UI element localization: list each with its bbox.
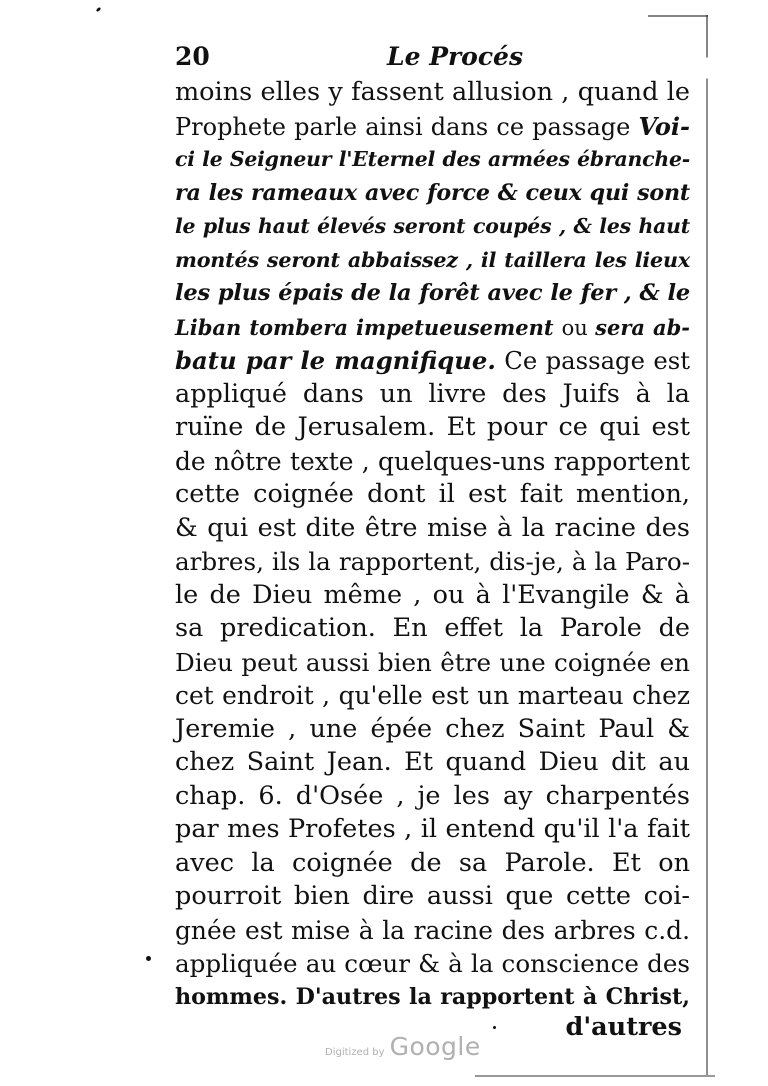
text-line	[175, 110, 690, 144]
text-segment: arbres, ils la rapportent, dis-je, à la Paro-	[175, 547, 690, 576]
text-segment: par mes Profetes , il entend qu'il l'a fait	[175, 814, 690, 844]
text-line	[175, 880, 690, 914]
text-segment: ruïne de Jerusalem. Et pour ce qui est	[175, 412, 690, 442]
text-line	[175, 143, 690, 177]
digitized-watermark	[325, 1032, 481, 1061]
text-line	[175, 947, 690, 981]
text-line	[175, 847, 690, 881]
text-line	[175, 512, 690, 546]
text-segment: pourroit bien dire aussi que cette coi-	[175, 881, 690, 911]
text-line	[175, 713, 690, 747]
ink-speck	[146, 956, 151, 961]
text-segment: le de Dieu même , ou à l'Evangile & à	[175, 579, 690, 610]
text-segment: chez Saint Jean. Et quand Dieu dit au	[175, 747, 690, 777]
page-number: 20	[175, 42, 210, 71]
text-line	[175, 344, 690, 378]
text-line	[175, 277, 690, 311]
text-segment: gnée est mise à la racine des arbres c.d.	[175, 915, 690, 945]
text-segment: hommes. D'autres la rapportent à Christ,	[175, 983, 690, 1010]
page-edge-rule-bottom	[475, 1075, 715, 1077]
text-line	[175, 813, 690, 847]
text-line	[175, 76, 690, 110]
text-segment: appliquée au cœur & à la conscience des	[175, 949, 690, 978]
italic-text-segment: batu par le magnifique.	[175, 346, 496, 375]
text-line	[175, 411, 690, 445]
text-line	[175, 311, 690, 345]
text-line	[175, 378, 690, 412]
ink-speck	[493, 1026, 496, 1029]
text-line	[175, 177, 690, 211]
text-segment: Prophete parle ainsi dans ce passage	[175, 112, 639, 141]
italic-text-segment: sera ab-	[595, 314, 691, 340]
text-line	[175, 210, 690, 244]
text-segment: Jeremie , une épée chez Saint Paul &	[175, 713, 690, 744]
google-logo: Google	[389, 1032, 481, 1061]
text-segment: cette coignée dont il est fait mention,	[175, 479, 690, 509]
text-line	[175, 914, 690, 948]
text-line	[175, 579, 690, 613]
running-title: Le Procés	[387, 42, 524, 71]
text-segment: ou	[561, 315, 596, 340]
italic-text-segment: Voi-	[638, 111, 690, 141]
text-line	[175, 612, 690, 646]
text-line	[175, 746, 690, 780]
text-segment: Dieu peut aussi bien être une coignée en	[175, 647, 690, 677]
text-segment: de nôtre texte , quelques-uns rapportent	[175, 446, 690, 476]
page-edge-rule-right	[706, 15, 708, 1075]
text-segment: & qui est dite être mise à la racine des	[175, 512, 690, 543]
page-edge-rule-top	[648, 15, 708, 17]
body-text	[175, 76, 690, 1014]
text-line	[175, 981, 690, 1015]
page-header	[175, 42, 685, 76]
text-line	[175, 445, 690, 479]
text-segment: moins elles y fassent allusion , quand le	[175, 77, 690, 107]
text-line	[175, 646, 690, 680]
text-line	[175, 545, 690, 579]
italic-text-segment: montés seront abbaissez , il taillera les lieux	[175, 247, 690, 272]
italic-text-segment: ra les rameaux avec force & ceux qui sont	[175, 179, 690, 206]
italic-text-segment: le plus haut élevés seront coupés , & les haut	[175, 214, 690, 238]
italic-text-segment: Liban tombera impetueusement	[175, 314, 562, 340]
digitized-by-label: Digitized by	[325, 1047, 385, 1058]
italic-text-segment: ci le Seigneur l'Eternel des armées ébranche-	[175, 147, 690, 171]
text-line	[175, 478, 690, 512]
text-segment: avec la coignée de sa Parole. Et on	[175, 847, 690, 878]
italic-text-segment: les plus épais de la forêt avec le fer , & le	[175, 280, 690, 306]
text-line	[175, 780, 690, 814]
ink-speck	[96, 7, 102, 13]
text-segment: chap. 6. d'Osée , je les ay charpentés	[175, 780, 690, 811]
text-segment: Ce passage est	[495, 346, 690, 375]
text-segment: cet endroit , qu'elle est un marteau chez	[175, 681, 690, 710]
text-segment: sa predication. En effet la Parole de	[175, 613, 690, 643]
text-line	[175, 244, 690, 278]
text-segment: appliqué dans un livre des Juifs à la	[175, 378, 690, 409]
text-line	[175, 679, 690, 713]
catchword: d'autres	[565, 1012, 682, 1042]
